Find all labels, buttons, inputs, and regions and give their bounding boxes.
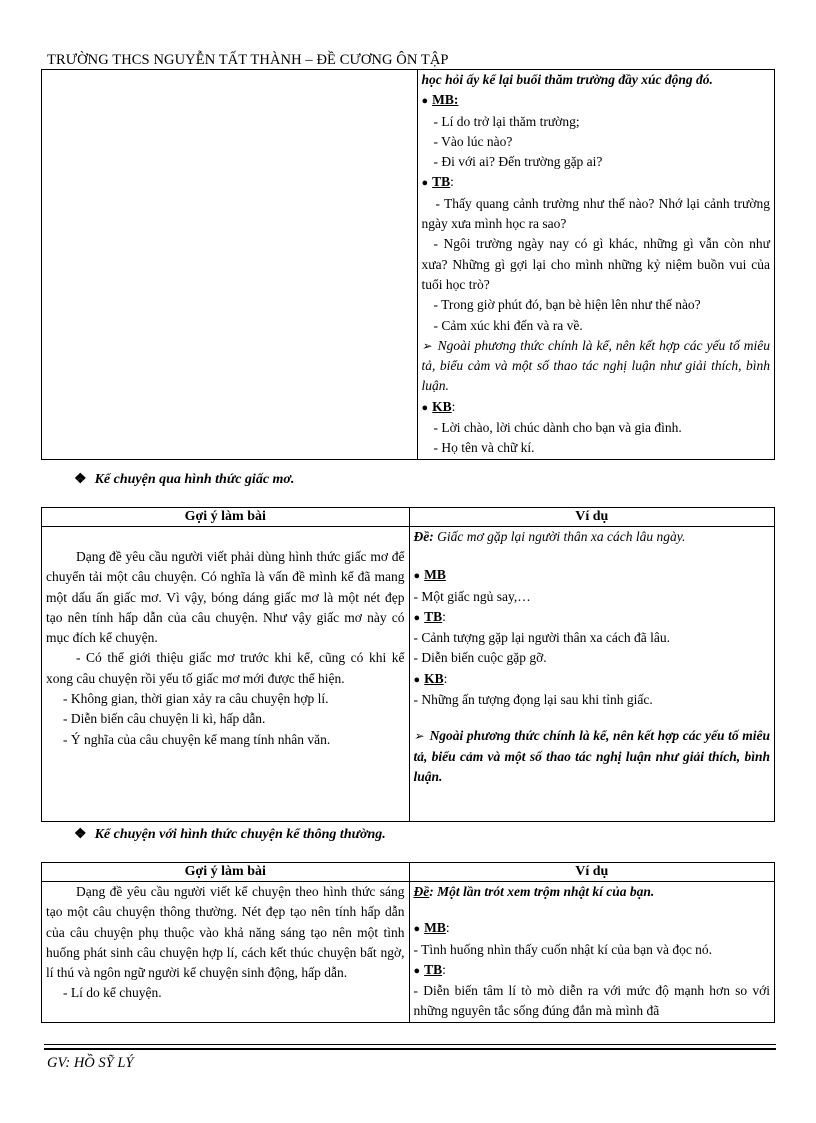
table3-mb: ● MB: — [413, 920, 450, 936]
column-header-example: Ví dụ — [409, 508, 775, 527]
paragraph: Dạng đề yêu cầu người viết kể chuyện theo hình thức sáng tạo một câu chuyện thông thường. Nét đẹp tạo nên tính hấp dẫn của câu chuyện phụ thuộc vào khả năng sáng tạo nên một tình huống phát sinh câu chuyện hợp lí, cách kết thúc chuyện bất ngờ, lí thú và ngôn ngữ người kể chuyện sinh động, hấp dẫn. — [46, 884, 405, 981]
paragraph: - Có thể giới thiệu giấc mơ trước khi kể, cũng có khi kể xong câu chuyện rồi yếu tố giấc mơ mới được thể hiện. — [46, 650, 405, 686]
list-item: - Trong giờ phút đó, bạn bè hiện lên như thế nào? — [433, 297, 701, 313]
list-item: - Đi với ai? Đến trường gặp ai? — [433, 154, 603, 170]
table1-intro: học hỏi ấy kể lại buổi thăm trường đầy xúc động đó. — [421, 72, 713, 87]
table3-right-cell — [409, 882, 775, 1023]
list-item: - Diễn biến cuộc gặp gỡ. — [413, 650, 547, 666]
bullet-icon: ● — [413, 923, 421, 936]
bullet-icon: ● — [413, 570, 421, 583]
table2-left-cell — [42, 527, 410, 822]
list-item: - Cảm xúc khi đến và ra về. — [433, 317, 583, 333]
list-item: - Vào lúc nào? — [433, 133, 513, 149]
list-item: - Lí do kể chuyện. — [63, 985, 162, 1001]
arrow-right-icon: ➢ — [421, 338, 432, 353]
footer-rule — [44, 1044, 776, 1045]
table-visit-school — [41, 69, 775, 460]
spacer — [414, 710, 771, 726]
list-item: - Cảnh tượng gặp lại người thân xa cách đã lâu. — [413, 630, 670, 646]
table1-mb: ● MB: — [421, 92, 459, 108]
table1-right-cell — [417, 70, 775, 460]
bullet-icon: ● — [413, 673, 421, 686]
list-item: - Một giấc ngủ say,… — [413, 588, 531, 604]
list-item: - Tình huống nhìn thấy cuốn nhật kí của bạn và đọc nó. — [413, 941, 713, 957]
table1-tb: ● TB: — [421, 174, 454, 190]
page-header: TRƯỜNG THCS NGUYỄN TẤT THÀNH – ĐỀ CƯƠNG ÔN TẬP — [47, 52, 449, 68]
column-header-hint: Gợi ý làm bài — [42, 508, 410, 527]
table2-note: ➢ Ngoài phương thức chính là kể, nên kết hợp các yếu tố miêu tả, biểu cảm và một số thao tác nghị luận như giải thích, bình luận. — [413, 728, 770, 784]
list-item: - Diễn biến câu chuyện li kì, hấp dẫn. — [63, 711, 266, 727]
column-header-hint: Gợi ý làm bài — [42, 863, 410, 882]
table3-left-cell — [42, 882, 410, 1023]
list-item: - Không gian, thời gian xảy ra câu chuyện hợp lí. — [63, 691, 329, 707]
spacer — [414, 902, 771, 918]
list-item: - Thấy quang cảnh trường như thế nào? Nhớ lại cảnh trường ngày xưa mình học ra sao? — [421, 195, 770, 232]
table1-left-cell — [42, 70, 418, 460]
list-item: - Ngôi trường ngày nay có gì khác, những gì vẫn còn như xưa? Những gì gợi lại cho mình những kỷ niệm buồn vui của tuổi học trò? — [421, 236, 770, 292]
footer-rule — [44, 1048, 776, 1050]
bullet-icon: ● — [421, 401, 429, 414]
table1-kb: ● KB: — [421, 398, 456, 414]
table-normal-story — [41, 862, 775, 1023]
bullet-icon: ● — [421, 95, 429, 108]
list-item: - Diễn biến tâm lí tò mò diễn ra với mức độ mạnh hơn so với những nguyên tắc sống đúng đắn mà mình đã — [413, 983, 770, 1019]
section-dream-story: ❖ Kể chuyện qua hình thức giấc mơ. — [74, 472, 295, 487]
spacer — [414, 547, 771, 565]
diamond-bullet-icon: ❖ — [74, 472, 87, 487]
list-item: - Ý nghĩa của câu chuyện kể mang tính nhân văn. — [63, 731, 331, 747]
section-normal-story: ❖ Kể chuyện với hình thức chuyện kể thông thường. — [74, 827, 386, 842]
table2-tb: ● TB: — [413, 608, 446, 624]
table2-right-cell — [409, 527, 775, 822]
table-dream-story — [41, 507, 775, 822]
example-prompt: Đề: Một lần trót xem trộm nhật kí của bạn. — [413, 884, 655, 899]
list-item: - Những ấn tượng đọng lại sau khi tỉnh giấc. — [413, 692, 653, 708]
bullet-icon: ● — [421, 177, 429, 190]
column-header-example: Ví dụ — [409, 863, 775, 882]
list-item: - Họ tên và chữ kí. — [433, 440, 535, 456]
table2-kb: ● KB: — [413, 670, 448, 686]
list-item: - Lời chào, lời chúc dành cho bạn và gia đình. — [433, 420, 682, 436]
paragraph: Dạng đề yêu cầu người viết phải dùng hình thức giấc mơ để chuyển tải một câu chuyện. Có nghĩa là vấn đề mình kể đã mang một dấu ấn giấc mơ. Vì vậy, bóng dáng giấc mơ là một nét đẹp tạo nên tính hấp dẫn của câu chuyện. Như vậy giấc mơ này có mục đích kể chuyện. — [46, 549, 405, 646]
bullet-icon: ● — [413, 964, 421, 977]
bullet-icon: ● — [413, 611, 421, 624]
table1-note: ➢ Ngoài phương thức chính là kể, nên kết hợp các yếu tố miêu tả, biểu cảm và một số thao tác nghị luận như giải thích, bình luận. — [421, 337, 770, 394]
list-item: - Lí do trở lại thăm trường; — [433, 113, 580, 129]
arrow-right-icon: ➢ — [413, 729, 424, 744]
footer-teacher: GV: HỒ SỸ LÝ — [47, 1055, 134, 1071]
table3-tb: ● TB: — [413, 961, 446, 977]
table2-mb: ● MB — [413, 567, 446, 583]
diamond-bullet-icon: ❖ — [74, 827, 87, 842]
example-prompt: Đề: Giấc mơ gặp lại người thân xa cách lâu ngày. — [413, 529, 686, 544]
